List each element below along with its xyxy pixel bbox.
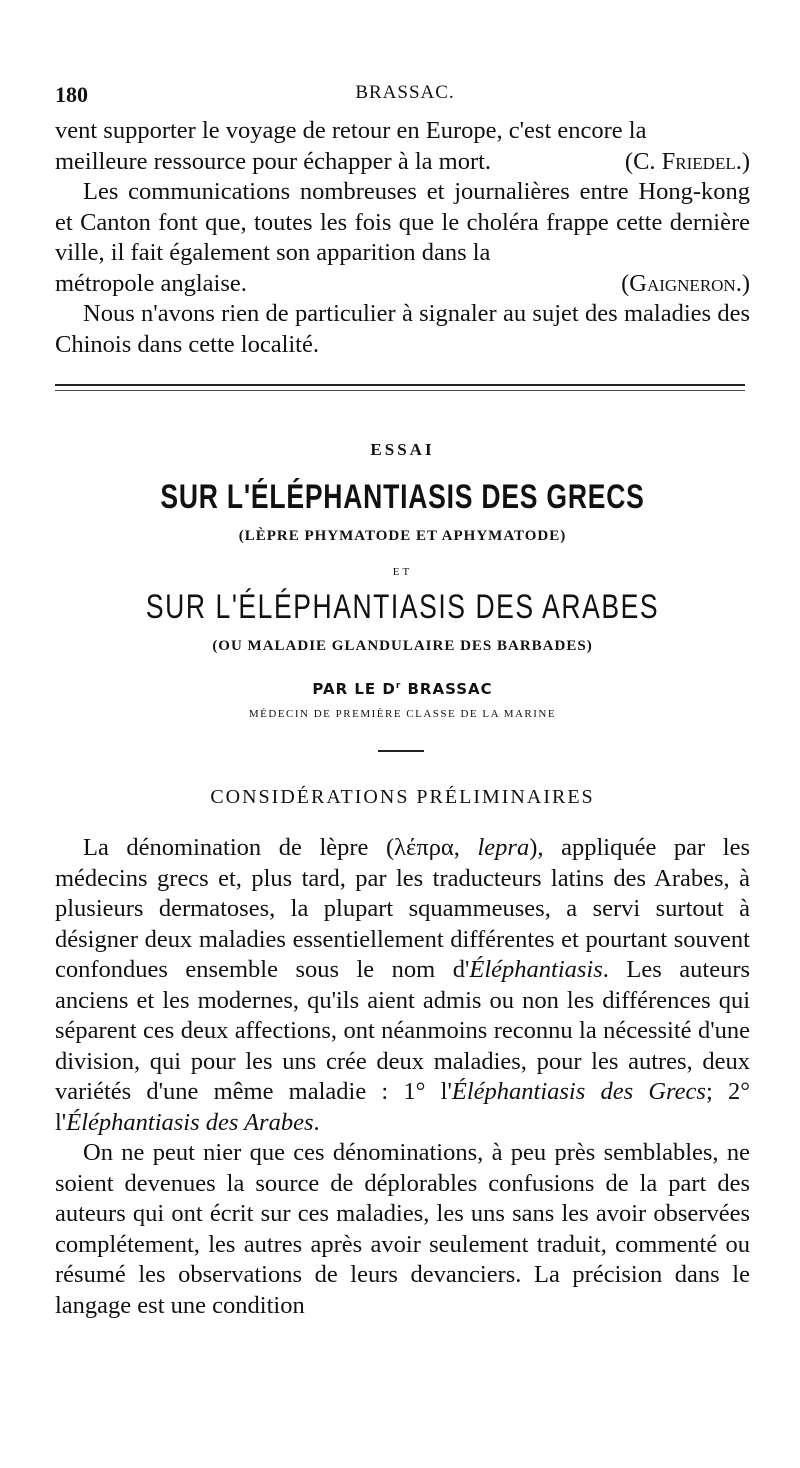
term-elephantiasis-arabes: Éléphantiasis des Arabes [66,1108,314,1136]
article-title-1: SUR L'ÉLÉPHANTIASIS DES GRECS [160,478,645,516]
term-elephantiasis-grecs: Éléphantiasis des Grecs [451,1078,706,1105]
text-line-with-citation [55,147,750,178]
page-header [55,82,755,112]
article-author [55,680,750,698]
section-heading: CONSIDÉRATIONS PRÉLIMINAIRES [210,786,595,808]
text-fragment: ; 2° l' [55,1078,750,1136]
text-fragment: . Les auteurs anciens et les modernes, qu'ils aient admis ou non les différences qui séparent ces deux affections, ont néanmoins reconnu la nécessité d'une division, qui pour les uns crée deux maladies, pour les autres, deux variétés d'une même maladie : 1° l' [55,956,751,1105]
paragraph: On ne peut nier que ces dénominations, à peu près semblables, ne soient devenues la source de déplorables confusions de la part des auteurs qui ont écrit sur ces maladies, les uns sans les avoir observées complétement, les autres après avoir seulement traduit, commenté ou résumé les observations de leurs devanciers. La précision dans le langage est une condition [55,1139,750,1319]
previous-article-ending [55,116,750,360]
author-name: BRASSAC [401,680,493,698]
text-line: vent supporter le voyage de retour en Europe, c'est encore la [55,117,647,144]
author-prefix: PAR LE D [312,680,396,698]
article-body [55,833,750,1321]
page-number: 180 [55,82,88,107]
article-subtitle-1: (LÈPRE PHYMATODE ET APHYMATODE) [238,528,567,544]
text-fragment: métropole anglaise. [55,269,247,297]
term-elephantiasis: Éléphantiasis [469,956,603,983]
running-head: BRASSAC. [355,82,455,103]
author-title: MÉDECIN DE PREMIÈRE CLASSE DE LA MARINE [248,708,557,720]
section-divider [55,384,745,386]
text-line-with-citation [55,269,750,300]
article-title-2: SUR L'ÉLÉPHANTIASIS DES ARABES [145,588,660,626]
text-fragment: La dénomination de lèpre ( [83,834,395,861]
essai-label: ESSAI [370,440,435,459]
paragraph: Nous n'avons rien de particulier à signaler au sujet des maladies des Chinois dans cette localité. [55,300,750,358]
section-divider-thin [55,390,745,391]
citation-friedel: (C. Friedel.) [624,147,750,175]
text-fragment: ), appliquée par les médecins grecs et, plus tard, par les traducteurs latins des Arabes, à plusieurs dermatoses, la plupart squammeuses, a servi surtout à désigner deux maladies essentiellement différentes et pourtant souvent confondues ensemble sous le nom d' [55,834,750,983]
paragraph [55,833,750,1138]
short-divider [378,750,424,752]
article-subtitle-2: (OU MALADIE GLANDULAIRE DES BARBADES) [212,638,593,654]
text-fragment: . [313,1108,320,1136]
latin-word: lepra [477,834,530,861]
text-fragment: , [453,834,478,861]
author-prefix-sup: r [395,681,402,691]
citation-gaigneron: (Gaigneron.) [621,269,750,297]
title-conjunction: ET [392,566,413,578]
greek-word: λέπρα [394,834,454,861]
paragraph: Les communications nombreuses et journalières entre Hong-kong et Canton font que, toutes les fois que le choléra frappe cette dernière ville, il fait également son apparition dans la [55,178,750,266]
text-fragment: meilleure ressource pour échapper à la mort. [55,147,492,175]
